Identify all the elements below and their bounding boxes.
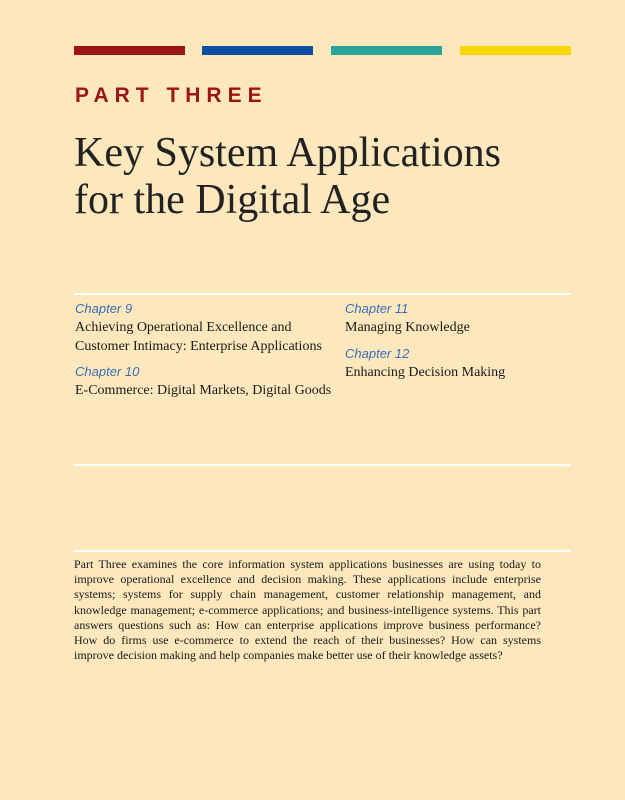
chapter-label: Chapter 10	[75, 364, 140, 379]
chapter-title: Enhancing Decision Making	[345, 364, 506, 380]
part-label: PART THREE	[75, 84, 268, 107]
teal-bar	[331, 46, 442, 55]
red-bar	[74, 46, 185, 55]
divider-top	[74, 293, 571, 295]
title-line-1: Key System Applications	[74, 130, 501, 176]
chapter-list-left	[75, 300, 335, 408]
divider-middle	[74, 464, 571, 466]
chapter-title: E-Commerce: Digital Markets, Digital Goods	[75, 383, 332, 398]
chapter-list-right	[345, 300, 575, 389]
blue-bar	[202, 46, 313, 55]
chapter-label: Chapter 9	[75, 301, 133, 316]
chapter-title: Managing Knowledge	[345, 320, 470, 335]
color-bars	[74, 46, 571, 55]
title-line-2: for the Digital Age	[74, 177, 391, 223]
page-title	[74, 130, 594, 224]
part-introduction: Part Three examines the core information system applications businesses are using today to improve operational excellence and decision making. These applications include enterprise systems; systems for supply chain management, customer relationship management, and knowledge management; e-commerce applications; and business-intelligence systems. This part answers questions such as: How can enterprise applications improve business performance? How do firms use e-commerce to extend the reach of their businesses? How can systems improve decision making and help companies make better use of their knowledge assets?	[74, 557, 541, 663]
chapter-title: Achieving Operational Excellence and Customer Intimacy: Enterprise Applications	[75, 320, 322, 354]
chapter-label: Chapter 11	[345, 301, 409, 316]
chapter-label: Chapter 12	[345, 345, 410, 361]
yellow-bar	[460, 46, 571, 55]
divider-intro	[74, 550, 571, 552]
